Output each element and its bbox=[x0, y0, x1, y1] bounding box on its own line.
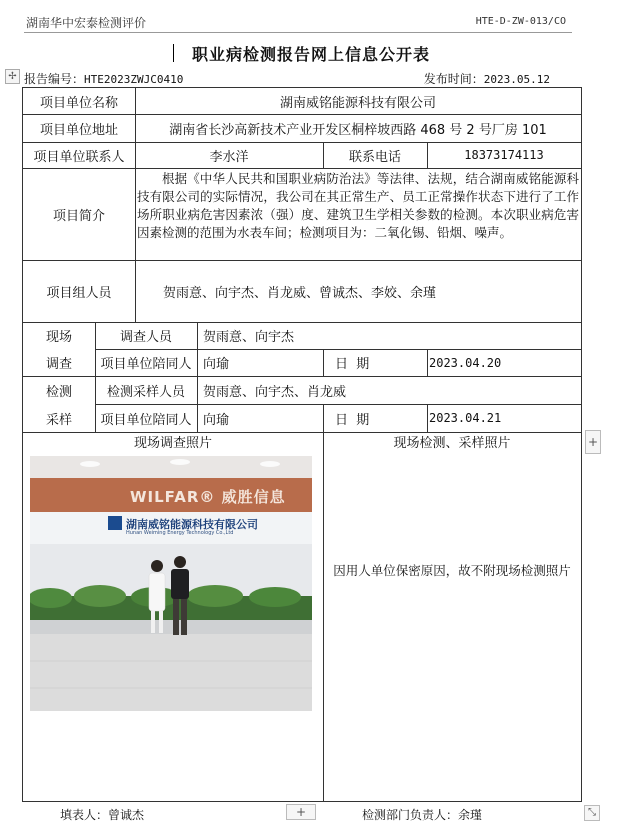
investigators-value: 贺雨意、向宇杰 bbox=[203, 330, 295, 345]
page-title: 职业病检测报告网上信息公开表 bbox=[191, 45, 430, 64]
report-date bbox=[424, 70, 550, 87]
sampling-label-line1: 检测 bbox=[45, 384, 72, 400]
table-resize-handle-icon[interactable]: ⤡ bbox=[584, 805, 600, 821]
filler bbox=[60, 806, 144, 823]
unit-name-value: 湖南威铭能源科技有限公司 bbox=[279, 95, 436, 111]
phone-label: 联系电话 bbox=[348, 149, 401, 165]
samplers-value: 贺雨意、向宇杰、肖龙威 bbox=[203, 384, 347, 400]
header-code: HTE-D-ZW-013/CO bbox=[475, 16, 566, 27]
intro-label: 项目简介 bbox=[52, 208, 105, 224]
phone-value: 18373174113 bbox=[464, 148, 544, 162]
contact-value: 李水洋 bbox=[209, 149, 249, 165]
photo-company-en: Hunan Weiming Energy Technology Co.,Ltd bbox=[126, 530, 234, 536]
survey-companion-label: 项目单位陪同人 bbox=[100, 357, 192, 372]
survey-date-value: 2023.04.20 bbox=[429, 355, 502, 370]
investigators-label: 调查人员 bbox=[119, 330, 172, 345]
report-number-value: HTE2023ZWJC0410 bbox=[84, 73, 184, 86]
survey-companion-value: 向瑜 bbox=[203, 357, 230, 372]
survey-date-label: 日 期 bbox=[335, 357, 370, 372]
sampling-companion-value: 向瑜 bbox=[203, 412, 230, 428]
photo-wall-brand: WILFAR® 威胜信息 bbox=[130, 488, 286, 506]
header-divider bbox=[24, 32, 572, 33]
header-org: 湖南华中宏泰检测评价 bbox=[26, 16, 147, 30]
report-date-value: 2023.05.12 bbox=[483, 73, 550, 86]
dept-head-value: 余瑾 bbox=[458, 808, 483, 822]
add-row-button[interactable]: + bbox=[286, 804, 316, 820]
sampling-date-value: 2023.04.21 bbox=[429, 411, 502, 425]
sampling-photo-note: 因用人单位保密原因，故不附现场检测照片 bbox=[333, 563, 571, 578]
report-date-label: 发布时间： bbox=[423, 72, 484, 86]
team-label: 项目组人员 bbox=[46, 285, 112, 301]
survey-photo-label: 现场调查照片 bbox=[133, 435, 212, 451]
address-label: 项目单位地址 bbox=[39, 122, 118, 138]
survey-label-line1: 现场 bbox=[45, 330, 72, 345]
survey-label-line2: 调查 bbox=[45, 357, 72, 372]
sampling-date-label: 日 期 bbox=[335, 412, 370, 428]
survey-photo bbox=[30, 456, 312, 711]
photo-company-cn: 湖南威铭能源科技有限公司 bbox=[126, 518, 258, 531]
dept-head-label: 检测部门负责人： bbox=[362, 808, 459, 822]
team-value: 贺雨意、向宇杰、肖龙威、曾诚杰、李姣、余瑾 bbox=[163, 285, 437, 301]
report-number bbox=[24, 70, 183, 87]
unit-name-label: 项目单位名称 bbox=[39, 95, 118, 111]
samplers-label: 检测采样人员 bbox=[106, 384, 185, 400]
sampling-companion-label: 项目单位陪同人 bbox=[100, 412, 192, 428]
sampling-photo-label: 现场检测、采样照片 bbox=[393, 435, 511, 451]
table-move-handle-icon[interactable]: ✢ bbox=[5, 69, 20, 84]
filler-label: 填表人： bbox=[60, 808, 109, 822]
report-number-label: 报告编号： bbox=[24, 72, 85, 86]
company-logo-icon bbox=[108, 516, 122, 530]
dept-head bbox=[362, 806, 482, 823]
text-cursor bbox=[173, 44, 174, 62]
intro-text: 根据《中华人民共和国职业病防治法》等法律、法规，结合湖南威铭能源科技有限公司的实际情况，我公司在其正常生产、员工正常操作状态下进行了工作场所职业病危害因素浓（强）度、建筑卫生学相关参数的检测。本次职业病危害因素检测的范围为水表车间；检测项目为：二氧化锡、铅烟、噪声。 bbox=[137, 171, 579, 240]
address-value: 湖南省长沙高新技术产业开发区桐梓坡西路 468 号 2 号厂房 101 bbox=[169, 122, 547, 138]
contact-label: 项目单位联系人 bbox=[33, 149, 125, 165]
add-column-button[interactable]: + bbox=[585, 430, 601, 454]
filler-value: 曾诚杰 bbox=[108, 808, 145, 822]
sampling-label-line2: 采样 bbox=[45, 412, 72, 428]
